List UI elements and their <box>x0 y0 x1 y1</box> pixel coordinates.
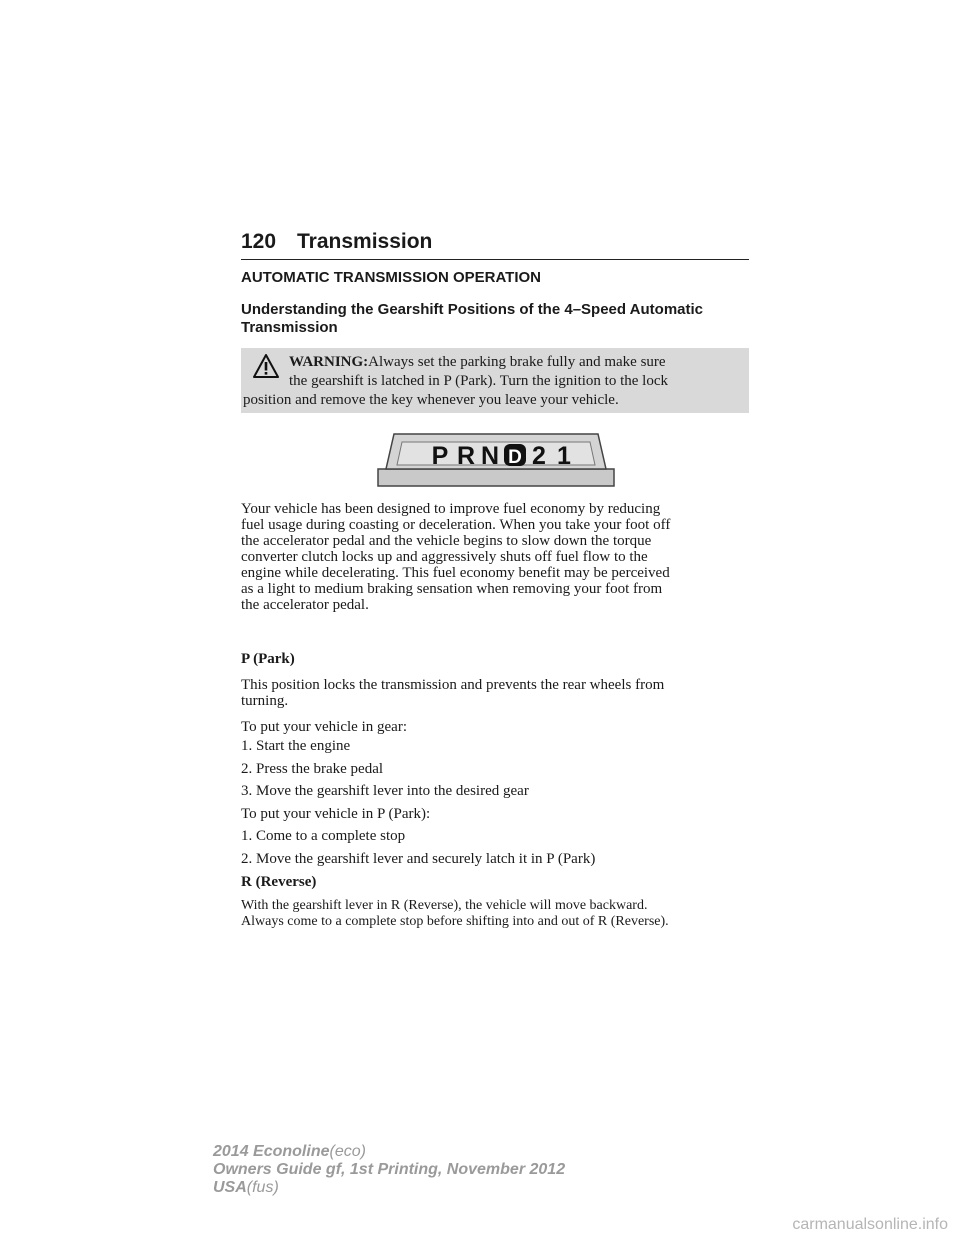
gear-position-p: P <box>431 442 449 470</box>
in-gear-step-1: 1. Start the engine <box>241 738 351 754</box>
reverse-title: R (Reverse) <box>241 874 317 890</box>
watermark: carmanualsonline.info <box>792 1216 948 1233</box>
section-title: Transmission <box>297 230 433 253</box>
park-title: P (Park) <box>241 651 295 667</box>
in-gear-step-3: 3. Move the gearshift lever into the desired gear <box>241 783 529 799</box>
warning-triangle-icon <box>253 354 279 378</box>
gear-position-n: N <box>480 442 500 470</box>
page-number: 120 <box>241 230 277 253</box>
warning-box <box>241 348 749 413</box>
warning-label: WARNING: <box>289 354 369 370</box>
sub-heading-line-1: Understanding the Gearshift Positions of the 4–Speed Automatic <box>241 301 704 318</box>
header-rule <box>241 259 749 260</box>
gear-position-2: 2 <box>532 442 546 470</box>
in-park-step-2: 2. Move the gearshift lever and securely latch it in P (Park) <box>241 851 596 867</box>
gear-position-r: R <box>456 442 476 470</box>
reverse-description: With the gearshift lever in R (Reverse), the vehicle will move backward. Always come to a complete stop before shifting into and out of R (Reverse). <box>241 898 669 929</box>
gearshift-indicator <box>376 432 616 492</box>
sub-heading <box>241 301 703 337</box>
in-gear-step-2: 2. Press the brake pedal <box>241 761 384 777</box>
park-description: This position locks the transmission and prevents the rear wheels from turning. <box>241 677 665 709</box>
main-heading: AUTOMATIC TRANSMISSION OPERATION <box>241 269 541 286</box>
in-gear-intro: To put your vehicle in gear: <box>241 719 407 735</box>
gear-position-d: D <box>508 447 522 468</box>
gear-position-1: 1 <box>557 442 571 470</box>
intro-paragraph: Your vehicle has been designed to improve fuel economy by reducing fuel usage during coasting or deceleration. When you take your foot off the accelerator pedal and the vehicle begins to slow down the torque converter clutch locks up and aggressively shuts off fuel flow to the engine while decelerating. This fuel economy benefit may be perceived as a light to medium braking sensation when removing your foot from the accelerator pedal. <box>241 501 671 613</box>
footer-market-line: USA(fus) <box>213 1179 279 1196</box>
page-footer <box>213 1143 565 1197</box>
indicator-base <box>378 469 614 486</box>
footer-model-line: 2014 Econoline(eco) <box>213 1143 366 1160</box>
in-park-step-1: 1. Come to a complete stop <box>241 828 406 844</box>
footer-guide-line: Owners Guide gf, 1st Printing, November 2012 <box>213 1161 566 1178</box>
warning-line-1: WARNING:Always set the parking brake fully and make sure <box>289 354 666 370</box>
sub-heading-line-2: Transmission <box>241 319 338 336</box>
in-park-intro: To put your vehicle in P (Park): <box>241 806 431 822</box>
warning-line-3: position and remove the key whenever you leave your vehicle. <box>243 392 619 408</box>
page-header <box>241 230 749 260</box>
warning-line-2: the gearshift is latched in P (Park). Turn the ignition to the lock <box>289 373 668 389</box>
